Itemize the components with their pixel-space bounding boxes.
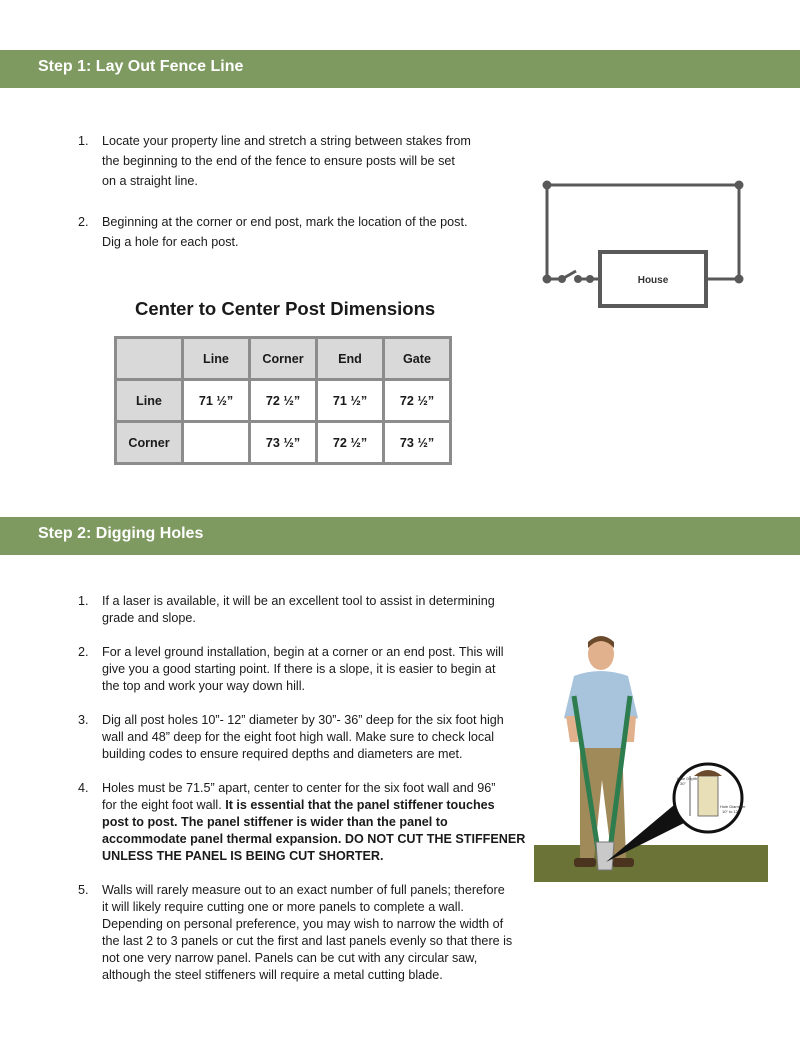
table-row: Corner 73 ½” 72 ½” 73 ½” <box>117 423 449 462</box>
table-row: Line 71 ½” 72 ½” 71 ½” 72 ½” <box>117 381 449 420</box>
list-item: 5. Walls will rarely measure out to an exact number of full panels; therefore it will likely require cutting one or more panels to complete a wall. Depending on personal preference, you may wish to narrow the width of the last 2 to 3 panels or cut the first and last panels evenly so that there is not one very narrow panel. Panels can be cut with any circular saw, although the steel stiffeners will require a metal cutting blade. <box>78 883 513 982</box>
house-label: House <box>637 275 669 286</box>
list-item: 2. Beginning at the corner or end post, mark the location of the post. Dig a hole for each post. <box>78 215 468 249</box>
step1-header-band <box>0 50 800 88</box>
fence-layout-diagram <box>540 178 750 313</box>
svg-text:Hole Depth: Hole Depth <box>677 776 698 781</box>
list-item: 2. For a level ground installation, begin at a corner or an end post. This will give you a good starting point. If there is a slope, it is easier to begin at the top and work your way down hill. <box>78 645 504 693</box>
list-item: 3. Dig all post holes 10”- 12” diameter by 30”- 36” deep for the six foot high wall and 48” deep for the eight foot high wall. Make sure to check local building codes to ensure required depths and diameters are met. <box>78 713 504 761</box>
post-hole-digger-illustration <box>530 630 770 885</box>
list-item: 1. If a laser is available, it will be an excellent tool to assist in determining grade and slope. <box>78 594 495 625</box>
svg-text:Hole Diameter: Hole Diameter <box>720 804 746 809</box>
step1-header: Step 1: Lay Out Fence Line <box>38 58 244 75</box>
svg-text:30": 30" <box>680 781 686 786</box>
step1-list <box>78 131 528 252</box>
list-item: 1. Locate your property line and stretch a string between stakes from the beginning to the end of the fence to ensure posts will be set on a straight line. <box>78 134 471 188</box>
list-item: 4. Holes must be 71.5” apart, center to center for the six foot wall and 96” for the eight foot wall. It is essential that the panel stiffener touches post to post. The panel stiffener is wider than the panel to accommodate panel thermal expansion. DO NOT CUT THE STIFFENER UNLESS THE PANEL IS BEING CUT SHORTER. <box>78 781 526 863</box>
step2-header-band <box>0 517 800 555</box>
post-dimensions-table <box>114 336 452 465</box>
table-title: Center to Center Post Dimensions <box>135 298 436 319</box>
step2-list <box>78 593 533 984</box>
table-header-row: Line Corner End Gate <box>117 339 449 378</box>
svg-text:10" to 12": 10" to 12" <box>722 809 740 814</box>
step2-header: Step 2: Digging Holes <box>38 525 204 542</box>
